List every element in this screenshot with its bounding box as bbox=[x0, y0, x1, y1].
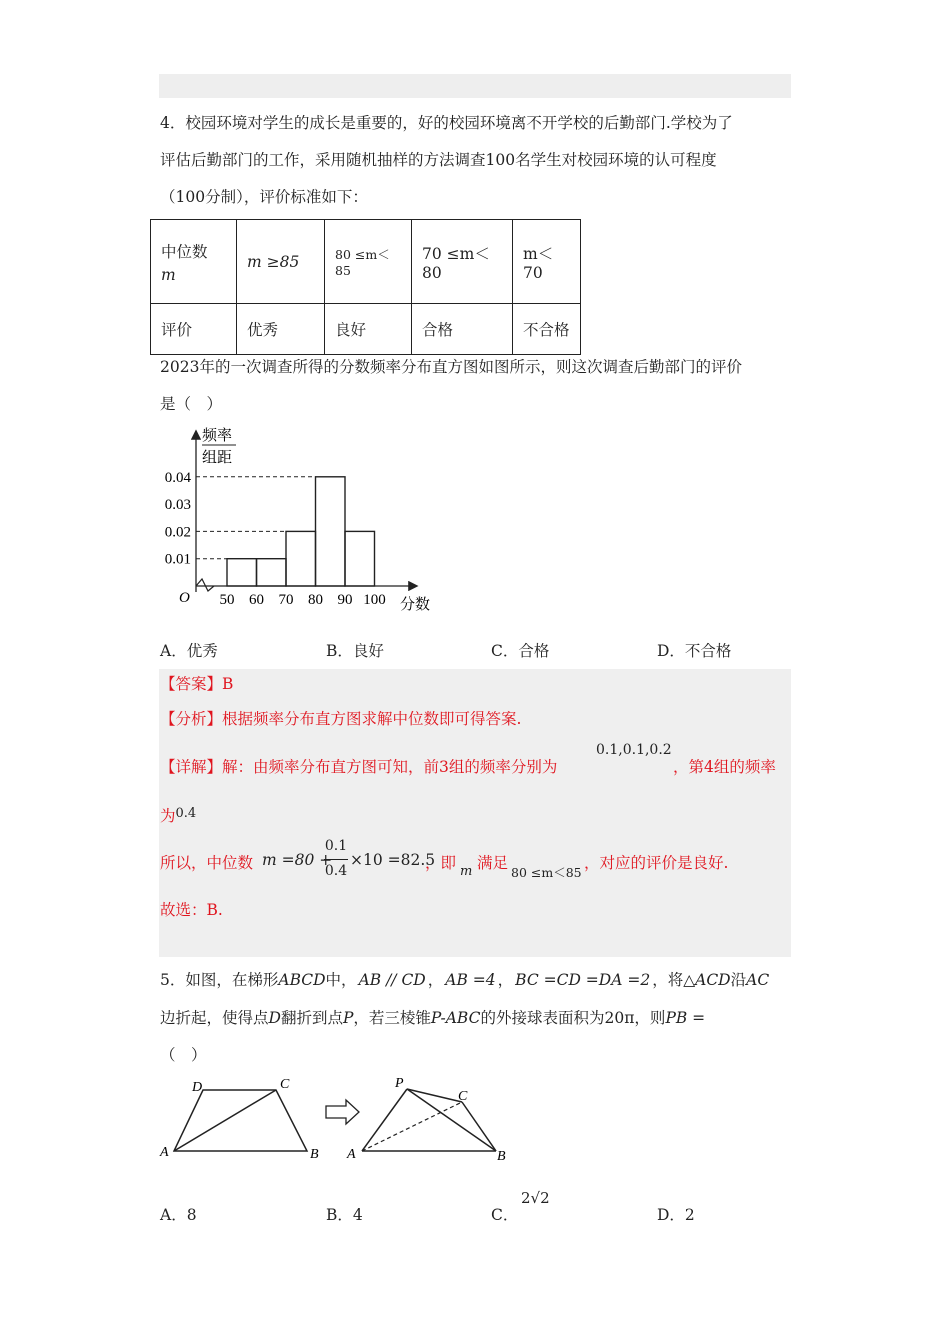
table-cell: m ≥85 bbox=[237, 220, 325, 304]
histogram-bar bbox=[316, 477, 346, 586]
detail-text-wei: 为 bbox=[160, 807, 176, 825]
detail-formula-04: 0.4 bbox=[175, 806, 197, 821]
q5-text: 边折起，使得点 bbox=[160, 1009, 269, 1027]
q5-text: ，则 bbox=[634, 1009, 666, 1027]
answer-value: B bbox=[222, 675, 234, 693]
ylabel-bottom: 组距 bbox=[202, 450, 233, 466]
q5-ac: AC bbox=[746, 971, 770, 989]
median-range: 80 ≤m＜85 bbox=[511, 865, 582, 880]
x-axis-label: 分数 bbox=[400, 597, 431, 613]
q5-pabc: P-ABC bbox=[430, 1009, 481, 1027]
table-cell: 良好 bbox=[325, 304, 412, 355]
right-arrow-icon bbox=[326, 1100, 359, 1124]
analysis-text: 根据频率分布直方图求解中位数即可得答案. bbox=[222, 710, 522, 728]
ylabel-top: 频率 bbox=[202, 428, 233, 444]
label-c: C bbox=[280, 1077, 290, 1092]
q5-cond2: AB =4 bbox=[445, 971, 496, 989]
previous-solution-strip bbox=[159, 74, 791, 98]
q5-text: ，若三棱锥 bbox=[353, 1009, 431, 1027]
q5-stem-line2 bbox=[160, 1008, 705, 1028]
x-tick-label: 60 bbox=[249, 592, 264, 608]
q4-option-c[interactable]: C．合格 bbox=[491, 642, 550, 660]
q5-d: D bbox=[268, 1009, 281, 1027]
y-tick-label: 0.01 bbox=[164, 551, 191, 568]
table-cell: 不合格 bbox=[513, 304, 581, 355]
table-row bbox=[151, 304, 581, 355]
axis-break-icon bbox=[196, 579, 214, 591]
x-tick-label: 50 bbox=[219, 592, 235, 608]
median-label: 中位数 bbox=[161, 242, 208, 261]
fraction-numerator: 0.1 bbox=[324, 838, 348, 854]
label-c2: C bbox=[458, 1089, 468, 1104]
histogram-bar bbox=[345, 531, 375, 586]
origin-label: O bbox=[179, 590, 190, 606]
label-p: P bbox=[395, 1076, 404, 1091]
q5-option-b[interactable]: B．4 bbox=[326, 1206, 363, 1224]
q5-text: 的外接球表面积为 bbox=[480, 1009, 605, 1027]
q4-stem-line5: 是（ ） bbox=[160, 395, 223, 413]
criteria-table bbox=[150, 219, 581, 355]
trapezoid-figure bbox=[159, 1077, 319, 1162]
q4-option-a[interactable]: A．优秀 bbox=[160, 642, 218, 660]
y-tick-label: 0.02 bbox=[164, 524, 191, 541]
q5-comma: ， bbox=[427, 971, 444, 989]
x-tick-label: 90 bbox=[337, 592, 353, 608]
table-cell: m＜70 bbox=[513, 220, 581, 304]
median-tail-text: ，对应的评价是良好. bbox=[584, 854, 729, 872]
label-b2: B bbox=[497, 1149, 506, 1164]
histogram-bar bbox=[286, 531, 316, 586]
q5-pb: PB = bbox=[665, 1009, 706, 1027]
label-b: B bbox=[310, 1147, 319, 1162]
q4-stem-line4: 2023年的一次调查所得的分数频率分布直方图如图所示，则这次调查后勤部门的评价 bbox=[160, 358, 742, 376]
q5-cond1: AB // CD bbox=[358, 971, 426, 989]
median-mid-text: ，即 bbox=[425, 854, 457, 872]
answer-line bbox=[160, 674, 233, 694]
label-a2: A bbox=[347, 1147, 356, 1162]
q4-stem-line1: 4．校园环境对学生的成长是重要的，好的校园环境离不开学校的后勤部门.学校为了 bbox=[160, 114, 733, 132]
q4-stem-line3: （100分制），评价标准如下： bbox=[160, 188, 368, 206]
q5-comma: ， bbox=[497, 971, 514, 989]
detail-line2 bbox=[160, 806, 196, 828]
label-a: A bbox=[160, 1145, 169, 1160]
q5-p: P bbox=[342, 1009, 354, 1027]
detail-text: 解：由频率分布直方图可知，前3组的频率分别为 bbox=[222, 758, 558, 776]
q5-stem-line3: （ ） bbox=[160, 1046, 207, 1064]
q5-text: 翻折到点 bbox=[280, 1009, 343, 1027]
q5-acd: ACD bbox=[695, 971, 731, 989]
analysis-line bbox=[160, 709, 521, 729]
q5-abcd: ABCD bbox=[278, 971, 326, 989]
q4-stem-line2: 评估后勤部门的工作，采用随机抽样的方法调查100名学生对校园环境的认可程度 bbox=[160, 151, 717, 169]
median-var: m bbox=[460, 864, 473, 879]
q5-option-a[interactable]: A．8 bbox=[160, 1206, 197, 1224]
histogram-bar bbox=[257, 559, 287, 586]
x-tick-label: 70 bbox=[278, 592, 294, 608]
median-symbol: m bbox=[161, 265, 176, 284]
median-formula-left: m =80 + bbox=[262, 851, 333, 869]
q4-option-b[interactable]: B．良好 bbox=[326, 642, 384, 660]
detail-line bbox=[160, 757, 557, 777]
choose-line: 故选：B. bbox=[160, 901, 223, 919]
table-row bbox=[151, 220, 581, 304]
answer-tag: 【答案】 bbox=[160, 675, 223, 693]
table-cell: 评价 bbox=[151, 304, 237, 355]
x-tick-label: 80 bbox=[308, 592, 323, 608]
table-cell bbox=[151, 220, 237, 304]
q5-option-d[interactable]: D．2 bbox=[657, 1206, 695, 1224]
q5-text: 中， bbox=[325, 971, 357, 989]
histogram-chart bbox=[150, 420, 450, 620]
y-tick-label: 0.04 bbox=[164, 469, 191, 486]
table-cell: 80 ≤m＜85 bbox=[325, 220, 412, 304]
q5-option-c-formula: 2√2 bbox=[521, 1189, 550, 1207]
table-cell: 合格 bbox=[412, 304, 513, 355]
median-formula-right: ×10 =82.5 bbox=[350, 851, 436, 869]
fraction-bar bbox=[324, 859, 348, 860]
q5-cond3: BC =CD =DA =2 bbox=[515, 971, 651, 989]
x-tick-label: 100 bbox=[363, 592, 386, 608]
q4-option-d[interactable]: D．不合格 bbox=[657, 642, 732, 660]
tetrahedron-figure bbox=[346, 1076, 506, 1164]
q5-area: 20π bbox=[604, 1009, 635, 1027]
q5-text: 5．如图，在梯形 bbox=[160, 971, 279, 989]
detail-tag: 【详解】 bbox=[160, 758, 223, 776]
median-mid2-text: 满足 bbox=[477, 854, 509, 872]
q5-stem-line1 bbox=[160, 970, 769, 990]
q5-text: ，将△ bbox=[652, 971, 696, 989]
q5-option-c[interactable]: C． bbox=[491, 1206, 519, 1224]
q5-figure bbox=[155, 1072, 525, 1167]
label-d: D bbox=[192, 1080, 203, 1095]
median-line-text: 所以，中位数 bbox=[160, 854, 254, 872]
q5-text: 沿 bbox=[730, 971, 747, 989]
histogram-bar bbox=[227, 559, 257, 586]
detail-text-tail: ，第4组的频率 bbox=[673, 758, 776, 776]
analysis-tag: 【分析】 bbox=[160, 710, 223, 728]
fraction-denominator: 0.4 bbox=[324, 863, 348, 879]
detail-formula-frequencies: 0.1,0.1,0.2 bbox=[596, 742, 672, 758]
y-tick-label: 0.03 bbox=[164, 497, 191, 514]
table-cell: 优秀 bbox=[237, 304, 325, 355]
table-cell: 70 ≤m＜80 bbox=[412, 220, 513, 304]
